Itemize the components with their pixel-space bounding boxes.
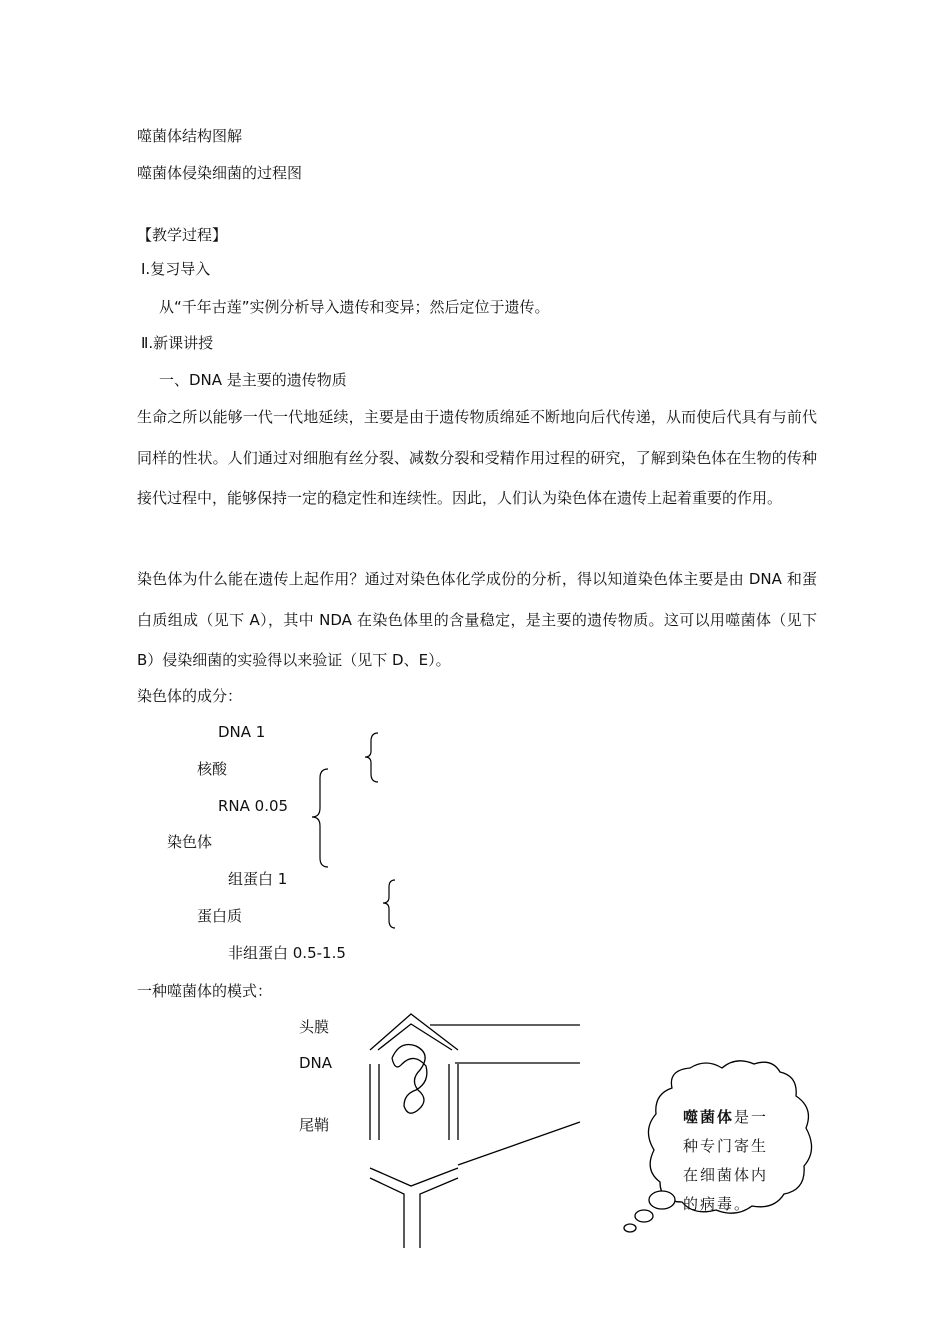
paragraph-2: 染色体为什么能在遗传上起作用？通过对染色体化学成份的分析，得以知道染色体主要是由 DNA 和蛋白质组成（见下 A），其中 NDA 在染色体里的含量稳定，是主要的遗传物质。这可以用噬菌体（见下 B）侵染细菌的实验得以来验证（见下 D、E）。 <box>137 570 817 669</box>
label-protein: 蛋白质 <box>197 907 243 925</box>
paragraph-1: 生命之所以能够一代一代地延续，主要是由于遗传物质绵延不断地向后代传递，从而使后代具有与前代同样的性状。人们通过对细胞有丝分裂、减数分裂和受精作用过程的研究，了解到染色体在生物的传种接代过程中，能够保持一定的稳定性和连续性。因此，人们认为染色体在遗传上起着重要的作用。 <box>137 408 817 507</box>
composition-title: 染色体的成分： <box>137 687 243 705</box>
brace-chromosome <box>312 769 328 867</box>
label-tail-sheath: 尾鞘 <box>299 1116 330 1134</box>
part1-heading: Ⅰ.复习导入 <box>141 260 211 278</box>
callout-text: 是一种专门寄生在细菌体内的病毒。 <box>683 1108 769 1213</box>
brace-protein <box>383 880 395 928</box>
label-histone: 组蛋白 1 <box>228 870 288 888</box>
label-dna-amount: DNA 1 <box>218 723 266 741</box>
subsection-heading: 一、DNA 是主要的遗传物质 <box>159 371 347 389</box>
teaching-process-label: 【教学过程】 <box>137 226 228 244</box>
brace-nucleic-acid <box>365 733 378 782</box>
label-head-membrane: 头膜 <box>299 1018 330 1036</box>
phage-drawing <box>370 1014 580 1248</box>
label-phage-dna: DNA <box>299 1054 333 1072</box>
phage-callout <box>683 1103 781 1219</box>
part2-heading: Ⅱ.新课讲授 <box>141 334 214 352</box>
part1-text: 从“千年古莲”实例分析导入遗传和变异；然后定位于遗传。 <box>159 298 550 316</box>
process-title: 噬菌体侵染细菌的过程图 <box>137 164 303 182</box>
structure-title: 噬菌体结构图解 <box>137 127 243 145</box>
label-nucleic-acid: 核酸 <box>197 760 228 778</box>
label-chromosome: 染色体 <box>167 833 213 851</box>
label-nonhistone: 非组蛋白 0.5-1.5 <box>228 944 346 962</box>
callout-term: 噬菌体 <box>683 1108 735 1126</box>
label-rna-amount: RNA 0.05 <box>218 797 289 815</box>
phage-model-title: 一种噬菌体的模式： <box>137 982 273 1000</box>
